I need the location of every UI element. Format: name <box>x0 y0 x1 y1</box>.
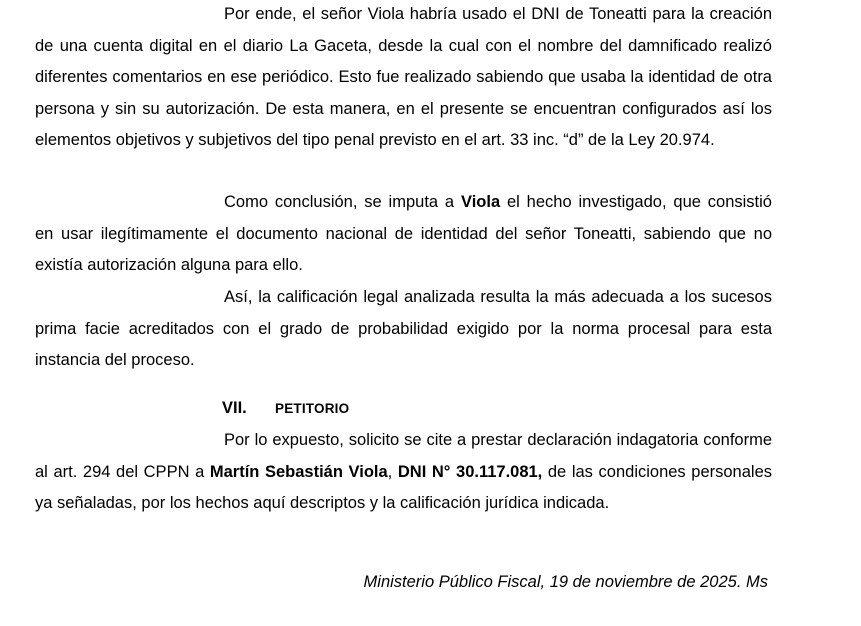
paragraph-identity-use <box>35 0 772 157</box>
section-heading <box>222 399 349 418</box>
section-number: VII. <box>222 399 247 417</box>
paragraph-text: Por lo expuesto, solicito se cite a prestar declaración indagatoria conforme al art. 294 del CPPN a <box>35 431 772 481</box>
accused-full-name: Martín Sebastián Viola <box>209 462 388 481</box>
paragraph-petition <box>35 425 772 520</box>
paragraph-text: Así, la calificación legal analizada resulta la más adecuada a los sucesos prima facie acreditados con el grado de probabilidad exigido por la norma procesal para esta instancia del proceso. <box>35 288 772 370</box>
section-title: PETITORIO <box>275 401 350 416</box>
paragraph-legal-qualification <box>35 282 772 377</box>
paragraph-text: Por ende, el señor Viola habría usado el DNI de Toneatti para la creación de una cuenta digital en el diario La Gaceta, desde la cual con el nombre del damnificado realizó diferentes comentarios en ese periódico. Esto fue realizado sabiendo que usaba la identidad de otra persona y sin su autorización. De esta manera, en el presente se encuentran configurados así los elementos objetivos y subjetivos del tipo penal previsto en el art. 33 inc. “d” de la Ley 20.974. <box>35 5 772 150</box>
paragraph-text: de las condiciones personales ya señaladas, por los hechos aquí descriptos y la calificación jurídica indicada. <box>35 462 773 513</box>
paragraph-text: el hecho investigado, que consistió en usar ilegítimamente el documento nacional de identidad del señor Toneatti, sabiendo que no existía autorización alguna para ello. <box>35 193 772 275</box>
signature-line: Ministerio Público Fiscal, 19 de noviembre de 2025. Ms <box>363 573 768 591</box>
accused-dni: DNI N° 30.117.081, <box>397 462 543 481</box>
paragraph-conclusion <box>35 187 772 282</box>
accused-name: Viola <box>460 193 501 211</box>
separator: , <box>387 462 398 481</box>
paragraph-text: Como conclusión, se imputa a <box>224 193 461 211</box>
